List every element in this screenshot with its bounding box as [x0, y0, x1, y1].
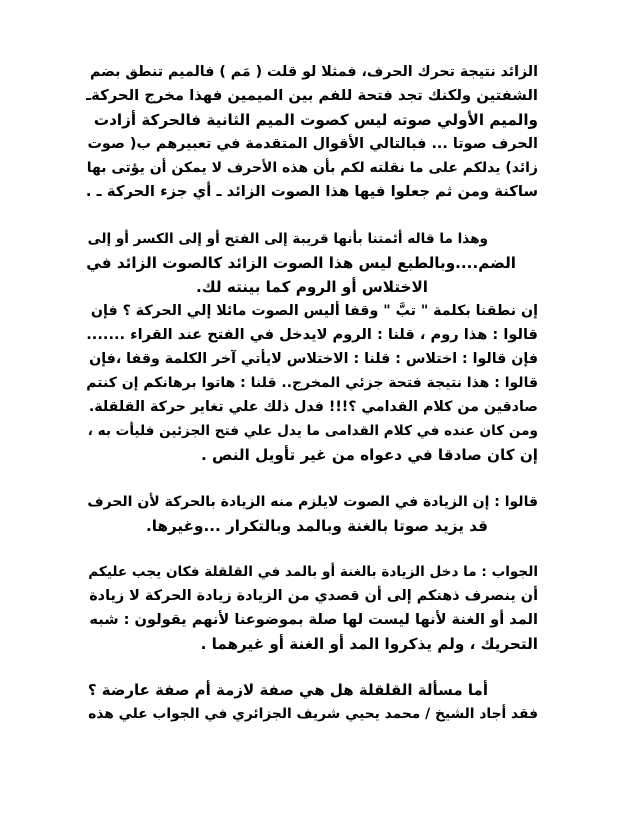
paragraph-1 — [86, 60, 538, 205]
text-line: فإن قالوا : اختلاس : قلنا : الاختلاس لايأتي آخر الكلمة وقفا ،فإن — [89, 351, 538, 368]
text-line: ومن كان عنده في كلام القدامى ما يدل علي فتح الجزئين فليأت به ، — [87, 423, 538, 440]
text-line: الحرف صوتا ... فبالتالي الأقوال المتقدمة في تعبيرهم ب( صوت — [87, 136, 538, 153]
text-line: المد أو الغنة لأنها ليست لها صلة بموضوعنا لأنهم يقولون : شبه — [89, 610, 538, 628]
paragraph-3 — [86, 490, 538, 538]
paragraph-5 — [86, 678, 538, 726]
paragraph-spacer — [86, 468, 538, 490]
text-line: أما مسألة القلقلة هل هي صفة لازمة أم صفة عارضة ؟ — [87, 681, 488, 700]
text-line: الجواب : ما دخل الزيادة بالغنة أو بالمد في القلقلة فكان يجب عليكم — [88, 563, 538, 580]
document-body — [86, 60, 538, 726]
text-line: الشفتين ولكنك تجد فتحة للفم بين الميمين فهذا مخرج الحركةـ — [86, 87, 538, 105]
text-line: قالوا : هذا روم ، قلنا : الروم لايدخل في الفتح عند القراء ....... — [86, 325, 538, 343]
text-line: الزائد نتيجة تحرك الحرف، فمثلا لو قلت ( مَم ) فالميم تنطق بضم — [89, 64, 538, 80]
text-line: الضم....وبالطبع ليس هذا الصوت الزائد كالصوت الزائد في — [86, 253, 516, 272]
text-line: قد يزيد صوتا بالغنة وبالمد وبالتكرار ...وغيرها. — [145, 516, 488, 535]
text-line: والميم الأولي صوته ليس كصوت الميم الثانية فالحركة أزادت — [93, 111, 538, 130]
paragraph-4 — [86, 560, 538, 656]
text-line: زائد) يدلكم على ما نقلته لكم بأن هذه الأحرف لا يمكن أن يؤتى بها — [86, 160, 538, 177]
text-line: فقد أجاد الشيخ / محمد يحيي شريف الجزائري في الجواب علي هذه — [88, 706, 538, 723]
text-line: ساكنة ومن ثم جعلوا فيها هذا الصوت الزائد ـ أي جزء الحركة ـ . — [85, 183, 538, 201]
text-line: قالوا : إن الزيادة في الصوت لايلزم منه الزيادة بالحركة لأن الحرف — [87, 493, 538, 510]
text-line: التحريك ، ولم يذكروا المد أو الغنة أو غيرهما . — [200, 634, 538, 653]
text-line: أن ينصرف ذهنكم إلى أن قصدي من الزيادة زيادة الحركة لا زيادة — [89, 587, 538, 604]
text-line: قالوا : هذا نتيجة فتحة جزئي المخرج.. قلنا : هاتوا برهانكم إن كنتم — [86, 375, 538, 392]
text-line: الاختلاس أو الروم كما بينته لك. — [195, 277, 428, 296]
paragraph-spacer — [86, 205, 538, 227]
paragraph-spacer — [86, 656, 538, 678]
paragraph-spacer — [86, 538, 538, 560]
text-line: إن كان صادقا في دعواه من غير تأويل النص . — [200, 446, 538, 465]
text-line: صادقين من كلام القدامي ؟!!! فدل ذلك علي تغاير حركة القلقلة. — [88, 399, 538, 416]
text-line: وهذا ما قاله أئمتنا بأنها قريبة إلى الفتح أو إلى الكسر أو إلى — [87, 230, 488, 247]
paragraph-2 — [86, 227, 538, 468]
text-line: إن نطقنا بكلمة " تبَّ " وقفا أليس الصوت مائلا إلي الحركة ؟ فإن — [90, 302, 538, 319]
